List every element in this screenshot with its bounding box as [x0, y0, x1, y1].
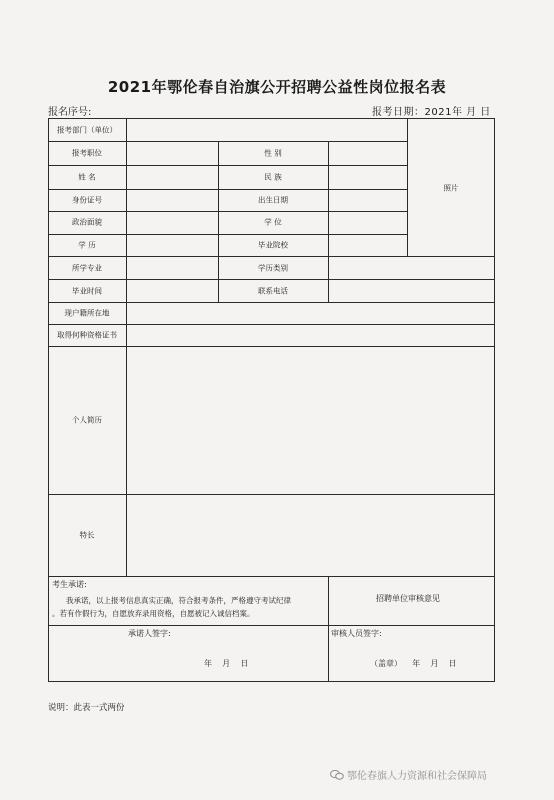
- col-divider: [328, 141, 329, 302]
- apply-date-label: 报考日期：2021年 月 日: [372, 107, 491, 118]
- school-field[interactable]: [330, 236, 409, 256]
- signer-label: 承诺人签字:: [128, 629, 171, 638]
- phone-label: 联系电话: [258, 286, 288, 296]
- serial-number-label: 报名序号:: [48, 107, 92, 118]
- row-divider: [48, 346, 495, 347]
- row-divider: [48, 234, 408, 235]
- signer-date: 年 月 日: [204, 659, 249, 668]
- ethnicity-label: 民 族: [264, 172, 282, 182]
- row-divider: [48, 576, 495, 577]
- row-divider: [48, 211, 408, 212]
- promise-text-line-2: 。若有作假行为，自愿放弃录用资格，自愿被记入诚信档案。: [52, 609, 255, 618]
- politics-field[interactable]: [128, 213, 220, 234]
- reviewer-seal-date: （盖章） 年 月 日: [370, 659, 457, 668]
- review-label: 招聘单位审核意见: [376, 594, 440, 603]
- gender-field[interactable]: [330, 143, 409, 165]
- grad-time-label: 毕业时间: [72, 286, 102, 296]
- gender-label: 性 别: [264, 148, 282, 158]
- certificate-label: 取得何种资格证书: [57, 330, 117, 340]
- watermark-text: 鄂伦春旗人力资源和社会保障局: [347, 771, 487, 782]
- education-type-field[interactable]: [330, 258, 496, 279]
- row-divider: [48, 302, 495, 303]
- ethnicity-field[interactable]: [330, 167, 409, 189]
- promise-label: 考生承诺:: [52, 580, 87, 589]
- resume-field[interactable]: [128, 348, 492, 492]
- major-label: 所学专业: [72, 263, 102, 273]
- form-title: 2021年鄂伦春自治旗公开招聘公益性岗位报名表: [107, 78, 447, 96]
- id-number-label: 身份证号: [72, 195, 102, 205]
- id-number-field[interactable]: [128, 191, 220, 211]
- row-divider: [48, 324, 495, 325]
- birthdate-field[interactable]: [330, 191, 409, 211]
- table-border-right: [494, 118, 495, 682]
- major-field[interactable]: [128, 258, 220, 279]
- name-field[interactable]: [128, 167, 220, 189]
- position-field[interactable]: [128, 143, 220, 165]
- photo-label: 照片: [443, 183, 459, 193]
- degree-field[interactable]: [330, 213, 409, 234]
- birthdate-label: 出生日期: [258, 195, 288, 205]
- table-border-bottom: [48, 681, 495, 682]
- politics-label: 政治面貌: [72, 217, 102, 227]
- row-divider: [48, 494, 495, 495]
- name-label: 姓 名: [78, 172, 96, 182]
- table-border-left: [48, 118, 49, 682]
- row-divider: [48, 141, 408, 142]
- education-field[interactable]: [128, 236, 220, 256]
- degree-label: 学 位: [264, 217, 282, 227]
- row-divider: [48, 189, 408, 190]
- resume-label: 个人简历: [72, 415, 102, 425]
- col-divider: [126, 118, 127, 576]
- position-label: 报考职位: [72, 148, 102, 158]
- education-label: 学 历: [78, 240, 96, 250]
- grad-time-field[interactable]: [128, 281, 220, 302]
- row-divider: [48, 256, 495, 257]
- col-divider: [328, 576, 329, 682]
- footer-note: 说明：此表一式两份: [48, 703, 125, 713]
- row-divider: [48, 279, 495, 280]
- photo-area[interactable]: [409, 120, 493, 254]
- residence-label: 现户籍所在地: [64, 308, 110, 318]
- school-label: 毕业院校: [258, 240, 288, 250]
- certificate-field[interactable]: [128, 326, 496, 346]
- specialty-label: 特长: [79, 530, 95, 540]
- education-type-label: 学历类别: [258, 263, 288, 273]
- reviewer-label: 审核人员签字:: [331, 629, 382, 638]
- wechat-icon: [330, 770, 344, 780]
- row-divider: [48, 165, 408, 166]
- row-divider: [48, 625, 495, 626]
- residence-field[interactable]: [128, 304, 496, 324]
- dept-label: 报考部门（单位）: [57, 125, 117, 135]
- specialty-field[interactable]: [128, 496, 492, 574]
- table-border-top: [48, 118, 495, 119]
- phone-field[interactable]: [330, 281, 496, 302]
- dept-field[interactable]: [128, 120, 409, 141]
- promise-text-line-1: 我承诺，以上报考信息真实正确，符合报考条件，严格遵守考试纪律: [66, 596, 291, 605]
- watermark: [330, 767, 487, 782]
